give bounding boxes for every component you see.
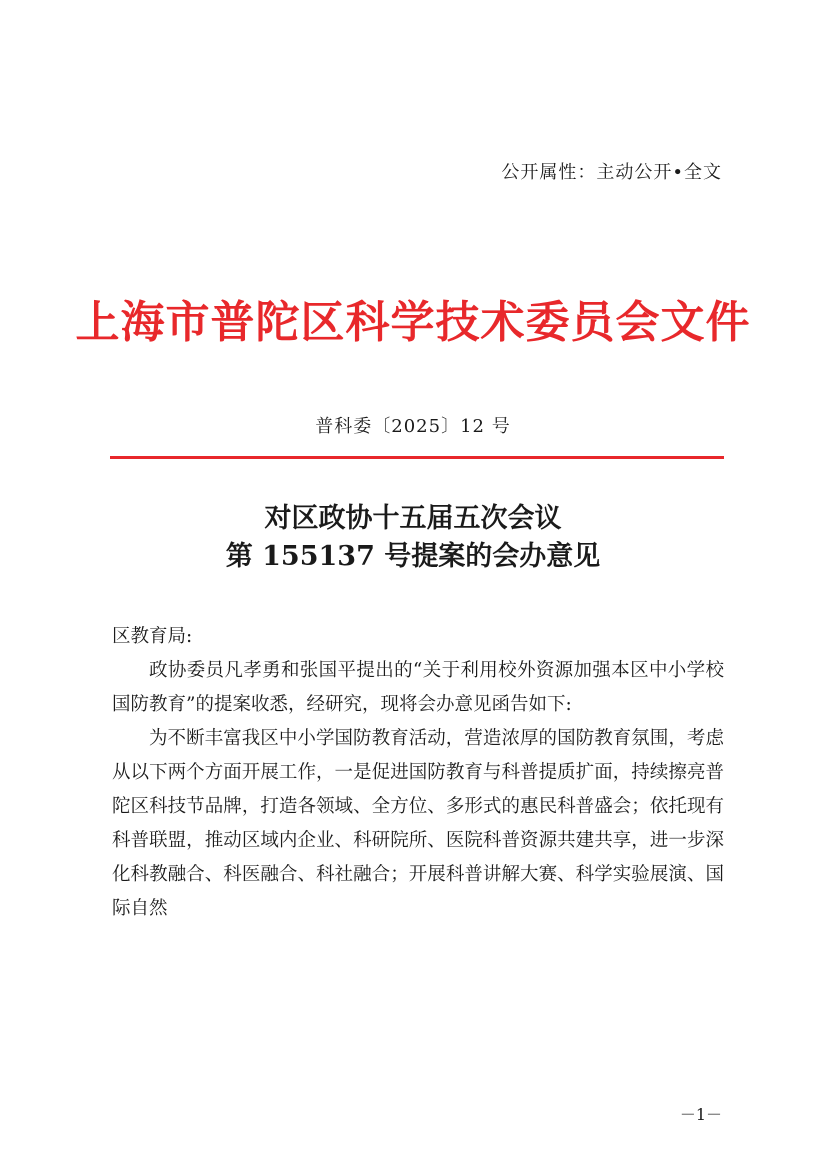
addressee: 区教育局: <box>112 626 193 647</box>
letterhead-red-rule <box>110 456 724 459</box>
page-number: －1－ <box>679 1105 722 1124</box>
document-title <box>0 500 826 576</box>
document-body <box>112 620 724 926</box>
document-number: 普科委〔2025〕12 号 <box>315 416 511 437</box>
body-paragraph-1: 政协委员凡孝勇和张国平提出的“关于利用校外资源加强本区中小学校国防教育”的提案收悉，经研究，现将会办意见函告如下: <box>112 660 724 715</box>
document-title-line-1: 对区政协十五届五次会议 <box>264 503 562 534</box>
body-paragraph-2: 为不断丰富我区中小学国防教育活动，营造浓厚的国防教育氛围，考虑从以下两个方面开展工作，一是促进国防教育与科普提质扩面，持续擦亮普陀区科技节品牌，打造各领域、全方位、多形式的惠民科普盛会；依托现有科普联盟，推动区域内企业、科研院所、医院科普资源共建共享，进一步深化科教融合、科医融合、科社融合；开展科普讲解大赛、科学实验展演、国际自然 <box>112 728 724 919</box>
document-title-line-2: 第 155137 号提案的会办意见 <box>225 541 601 572</box>
letterhead-title: 上海市普陀区科学技术委员会文件 <box>75 297 751 348</box>
disclosure-attribute: 公开属性：主动公开•全文 <box>501 162 722 183</box>
